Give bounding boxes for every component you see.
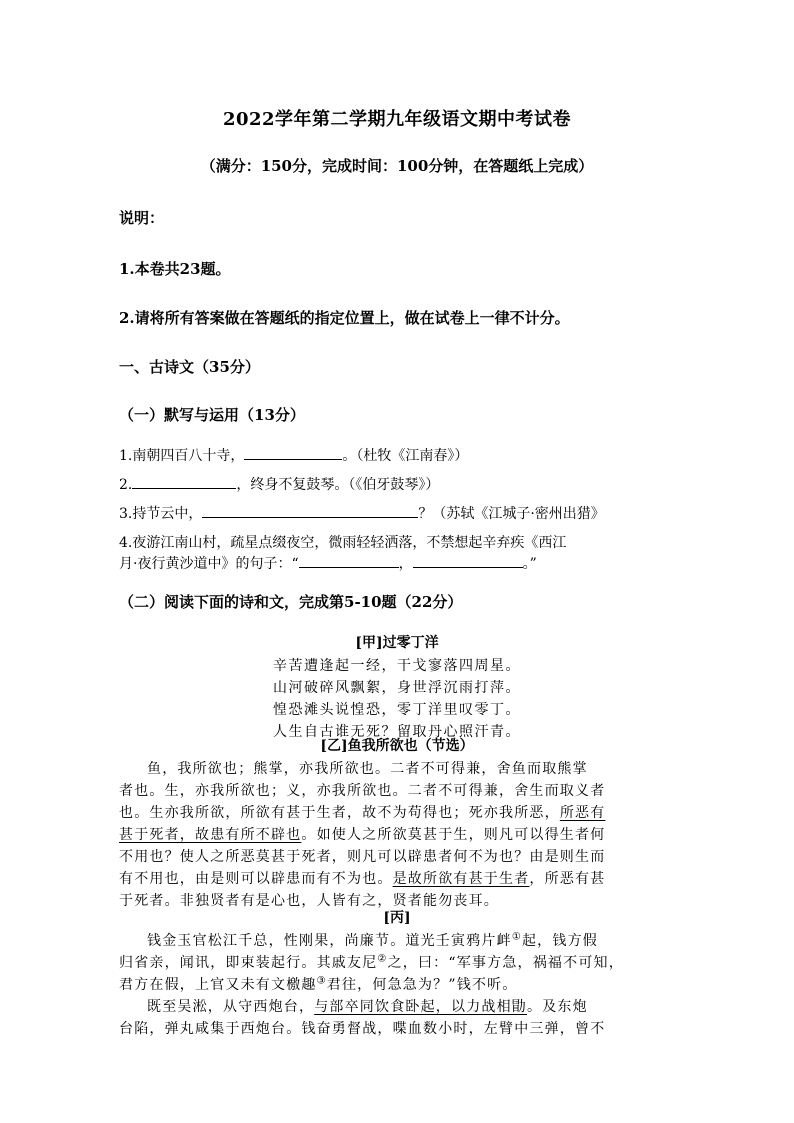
underlined-text: 与部卒同饮食卧起，以力战相勖 <box>314 999 528 1015</box>
underlined-text: 是故所欲有甚于生者 <box>392 871 530 887</box>
question-text: 1.南朝四百八十寺， <box>119 448 245 464</box>
passage-line: 鱼，我所欲也；熊掌，亦我所欲也。二者不可得兼，舍鱼而取熊掌 <box>147 761 588 777</box>
question-3 <box>119 503 605 523</box>
passage-line <box>119 802 671 822</box>
passage-text: 也。生亦我所欲，所欲有甚于生者，故不为苟得也；死亦我所恶， <box>119 805 560 821</box>
instruction-item: 1.本卷共23题。 <box>119 260 231 278</box>
passage-text: 。及东炮 <box>527 999 588 1015</box>
passage-line <box>119 868 671 888</box>
answer-blank <box>299 553 399 568</box>
poem-title: [甲]过零丁洋 <box>355 635 439 651</box>
question-1 <box>119 445 468 465</box>
poem-line: 山河破碎风飘絮，身世浮沉雨打萍。 <box>273 680 521 696</box>
instruction-item: 2.请将所有答案做在答题纸的指定位置上，做在试卷上一律不计分。 <box>119 309 570 327</box>
passage-line <box>119 930 699 950</box>
question-4-line1: 4.夜游江南山村，疏星点缀夜空，微雨轻轻洒落，不禁想起辛弃疾《西江 <box>119 535 567 551</box>
passage-line <box>119 824 671 844</box>
page-subtitle: （满分：150分，完成时间：100分钟，在答题纸上完成） <box>200 157 594 175</box>
poem-line: 惶恐滩头说惶恐，零丁洋里叹零丁。 <box>273 702 521 718</box>
passage-title: [乙]鱼我所欲也（节选） <box>320 738 474 754</box>
passage-text: 君方在假，上官又未有文檄趣 <box>119 977 317 993</box>
poem-line: 人生自古谁无死？留取丹心照汗青。 <box>273 724 521 740</box>
passage-line: 者也。生，亦我所欲也；义，亦我所欲也。二者不可得兼，舍生而取义者 <box>119 783 606 799</box>
passage-text: ，所恶有甚 <box>529 871 606 887</box>
question-text: 2. <box>119 477 133 493</box>
section-heading: 一、古诗文（35分） <box>119 358 260 376</box>
passage-text: 君往，何急急为？”钱不听。 <box>326 977 518 993</box>
answer-blank <box>132 474 236 489</box>
passage-text: 有不用也，由是则可以辟患而有不为也。 <box>119 871 393 887</box>
answer-blank <box>244 445 342 460</box>
passage-title: [丙] <box>383 910 411 926</box>
passage-text: 归省亲，闻讯，即束装起行。其戚友尼 <box>119 955 378 971</box>
passage-line: 于死者。非独贤者有是心也，人皆有之，贤者能勿丧耳。 <box>119 893 499 909</box>
passage-text: 。如使人之所欲莫甚于生，则凡可以得生者何 <box>301 827 606 843</box>
question-text: 月·夜行黄沙道中》的句子：“ <box>119 556 299 572</box>
passage-line <box>119 996 699 1016</box>
underlined-text: 所恶有 <box>559 805 606 821</box>
passage-text: 钱金玉官松江千总，性刚果，尚廉节。道光壬寅鸦片衅 <box>147 933 512 949</box>
part-heading: （二）阅读下面的诗和文，完成第5-10题（22分） <box>119 593 463 611</box>
question-2 <box>119 474 439 494</box>
question-text: ， <box>398 556 413 572</box>
question-text: 。” <box>522 556 537 572</box>
poem-line: 辛苦遭逢起一经，干戈寥落四周星。 <box>273 658 521 674</box>
question-text: 。（杜牧《江南春》） <box>342 448 469 464</box>
passage-line <box>119 974 671 994</box>
passage-text: 起，钱方假 <box>521 933 598 949</box>
page-title: 2022学年第二学期九年级语文期中考试卷 <box>222 109 572 130</box>
footnote-marker: ① <box>511 931 522 943</box>
part-heading: （一）默写与运用（13分） <box>119 406 305 424</box>
passage-text: 既至吴淞，从守西炮台， <box>147 999 315 1015</box>
passage-line <box>119 952 671 972</box>
question-text: ？（苏轼《江城子·密州出猎》 <box>418 506 605 522</box>
passage-line: 不用也？使人之所恶莫甚于死者，则凡可以辟患者何不为也？由是则生而 <box>119 849 606 865</box>
question-4-line2 <box>119 553 537 573</box>
footnote-marker: ② <box>377 953 388 965</box>
instructions-heading: 说明： <box>119 209 165 227</box>
answer-blank <box>413 553 523 568</box>
question-text: 3.持节云中， <box>119 506 203 522</box>
question-text: ，终身不复鼓琴。（《伯牙鼓琴》） <box>236 477 440 493</box>
answer-blank <box>202 503 418 518</box>
footnote-marker: ③ <box>316 975 327 987</box>
passage-text: 之，曰：“军事方急，祸福不可知， <box>387 955 624 971</box>
underlined-text: 甚于死者，故患有所不辟也 <box>119 827 302 843</box>
passage-line: 台陷，弹丸咸集于西炮台。钱奋勇督战，喋血数小时，左臂中三弹，曾不 <box>119 1021 606 1037</box>
